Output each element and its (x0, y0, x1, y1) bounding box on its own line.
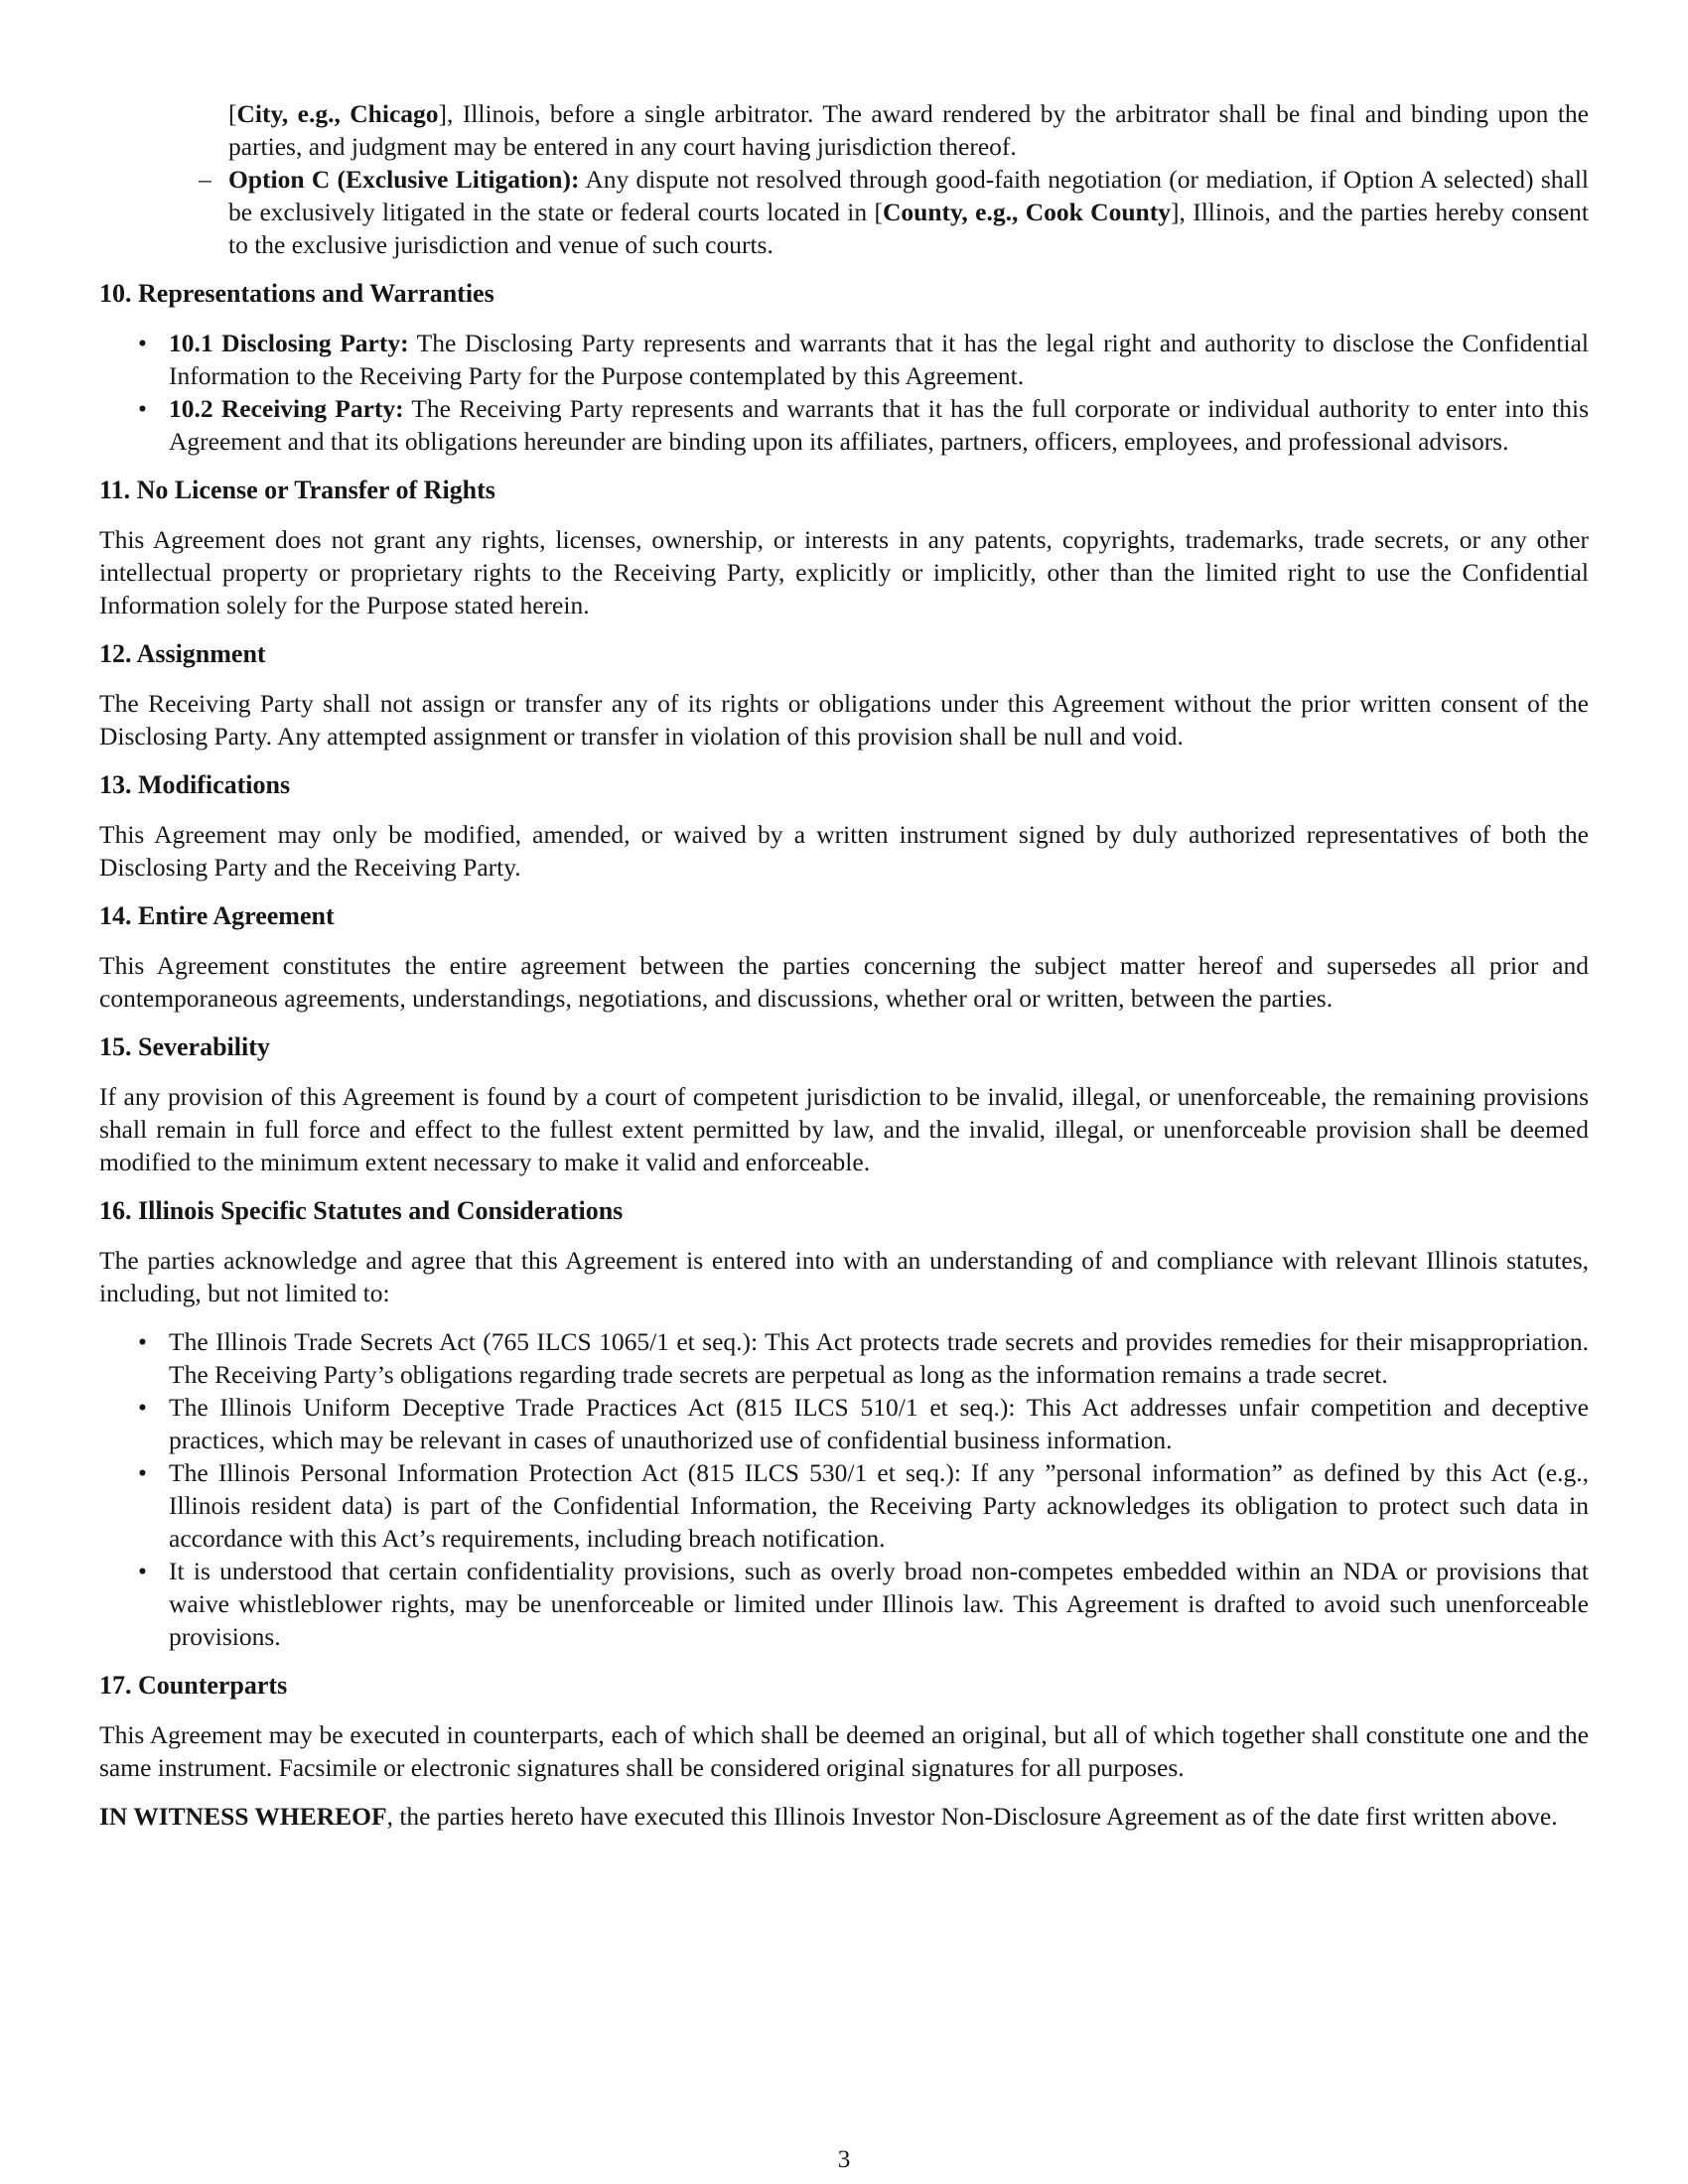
section-10-heading: 10. Representations and Warranties (99, 279, 494, 308)
section-16-intro: The parties acknowledge and agree that this Agreement is entered into with an understanding of and compliance with relevant Illinois statutes, including, but not limited to: (99, 1246, 1589, 1307)
arbitration-text: ], Illinois, before a single arbitrator. The award rendered by the arbitrator shall be final and binding upon the parties, and judgment may be entered in any court having jurisdiction thereof. (228, 99, 1589, 161)
section-16-heading: 16. Illinois Specific Statutes and Considerations (99, 1196, 624, 1225)
section-11-body: This Agreement does not grant any rights, licenses, ownership, or interests in any patents, copyrights, trademarks, trade secrets, or any other intellectual property or proprietary rights to the Receiving Party, explicitly or implicitly, other than the limited right to use the Confidential Information solely for the Purpose stated herein. (99, 525, 1589, 619)
list-item: • The Illinois Personal Information Protection Act (815 ILCS 530/1 et seq.): If any ”personal information” as defined by this Act (e.g., Illinois resident data) is part of the Confidential Information, the Receiving Party acknowledges its obligation to protect such data in accordance with this Act’s requirements, including breach notification. (99, 1456, 1589, 1555)
section-14-body: This Agreement constitutes the entire agreement between the parties concerning the subject matter hereof and supersedes all prior and contemporaneous agreements, understandings, negotiations, and discussions, whether oral or written, between the parties. (99, 951, 1589, 1013)
county-placeholder: County, e.g., Cook County (883, 198, 1171, 226)
option-c-text-end: ], Illinois, and the parties hereby consent to the exclusive jurisdiction and venue of such courts. (228, 198, 1589, 259)
section-15-heading: 15. Severability (99, 1032, 270, 1061)
section-13-heading: 13. Modifications (99, 770, 291, 799)
witness-clause (99, 1800, 1589, 1833)
section-17-heading: 17. Counterparts (99, 1671, 288, 1700)
option-c-item (99, 163, 1589, 261)
section-15-body: If any provision of this Agreement is found by a court of competent jurisdiction to be invalid, illegal, or unenforceable, the remaining provisions shall remain in full force and effect to the fullest extent permitted by law, and the invalid, illegal, or unenforceable provision shall be deemed modified to the minimum extent necessary to make it valid and enforceable. (99, 1082, 1589, 1176)
witness-label: IN WITNESS WHEREOF (99, 1802, 387, 1831)
item-text: The Disclosing Party represents and warrants that it has the legal right and authority to disclose the Confidential Information to the Receiving Party for the Purpose contemplated by this Agreement. (169, 329, 1589, 390)
section-11-heading: 11. No License or Transfer of Rights (99, 476, 495, 504)
option-c-text: Any dispute not resolved through good-faith negotiation (or mediation, if Option A selected) shall be exclusively litigated in the state or federal courts located in [ (228, 165, 1589, 226)
section-14-heading: 14. Entire Agreement (99, 901, 335, 930)
item-label: 10.1 Disclosing Party: (169, 329, 409, 357)
list-item: • The Illinois Trade Secrets Act (765 ILCS 1065/1 et seq.): This Act protects trade secrets and provides remedies for their misappropriation. The Receiving Party’s obligations regarding trade secrets are perpetual as long as the information remains a trade secret. (99, 1325, 1589, 1391)
list-item (99, 327, 1589, 392)
section-13-body: This Agreement may only be modified, amended, or waived by a written instrument signed by duly authorized representatives of both the Disclosing Party and the Receiving Party. (99, 820, 1589, 882)
list-item (99, 392, 1589, 458)
item-text: The Receiving Party represents and warrants that it has the full corporate or individual authority to enter into this Agreement and that its obligations hereunder are binding upon its affiliates, partners, officers, employees, and professional advisors. (169, 394, 1589, 456)
arbitration-continuation: [City, e.g., Chicago], Illinois, before a single arbitrator. The award rendered by the arbitrator shall be final and binding upon the parties, and judgment may be entered in any court having jurisdiction thereof. (228, 99, 1589, 161)
section-16-list (99, 1325, 1589, 1653)
document-page (99, 97, 1589, 1833)
list-item: • The Illinois Uniform Deceptive Trade Practices Act (815 ILCS 510/1 et seq.): This Act addresses unfair competition and deceptive practices, which may be relevant in cases of unauthorized use of confidential business information. (99, 1391, 1589, 1456)
item-label: 10.2 Receiving Party: (169, 394, 404, 423)
section-17-body: This Agreement may be executed in counterparts, each of which shall be deemed an original, but all of which together shall constitute one and the same instrument. Facsimile or electronic signatures shall be considered original signatures for all purposes. (99, 1720, 1589, 1782)
list-item: • It is understood that certain confidentiality provisions, such as overly broad non-competes embedded within an NDA or provisions that waive whistleblower rights, may be unenforceable or limited under Illinois law. This Agreement is drafted to avoid such unenforceable provisions. (99, 1555, 1589, 1653)
page-number: 3 (837, 2144, 851, 2173)
city-placeholder: City, e.g., Chicago (236, 99, 439, 128)
option-c-label: Option C (Exclusive Litigation): (228, 165, 580, 194)
witness-text: , the parties hereto have executed this Illinois Investor Non-Disclosure Agreement as of the date first written above. (386, 1802, 1558, 1831)
section-10-list (99, 327, 1589, 458)
section-12-body: The Receiving Party shall not assign or transfer any of its rights or obligations under this Agreement without the prior written consent of the Disclosing Party. Any attempted assignment or transfer in violation of this provision shall be null and void. (99, 689, 1589, 751)
dash-marker: – (199, 165, 211, 194)
section-12-heading: 12. Assignment (99, 639, 266, 668)
